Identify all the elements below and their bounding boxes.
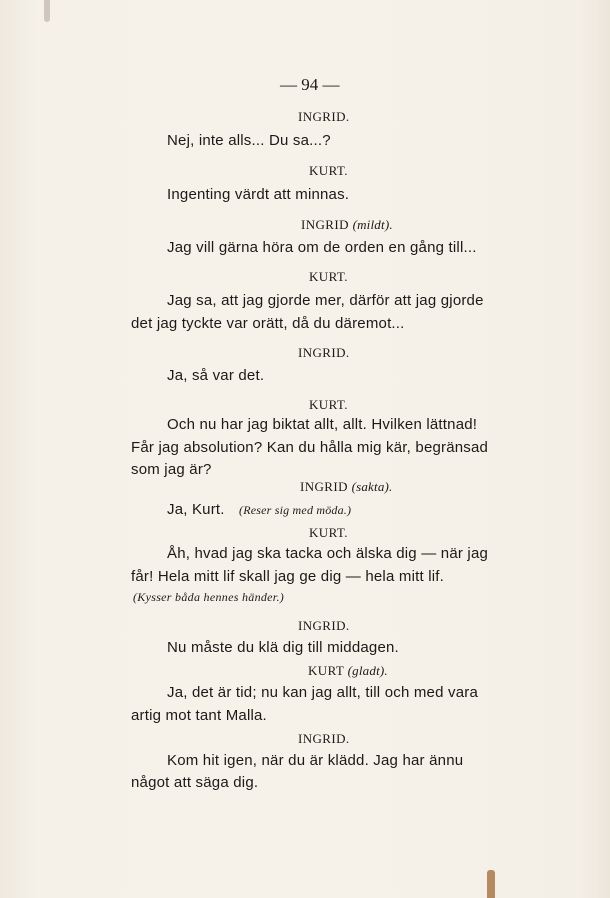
dialogue-line: Ja, det är tid; nu kan jag allt, till och med vara [167, 684, 478, 701]
speaker-kurt: KURT. [309, 163, 348, 178]
dialogue-line: Och nu har jag biktat allt, allt. Hvilken lättnad! [167, 416, 478, 433]
dialogue-line: Kom hit igen, när du är klädd. Jag har ännu [167, 752, 464, 769]
speaker-ingrid: INGRID. [298, 345, 350, 360]
dialogue-line: Ja, så var det. [167, 367, 265, 384]
speaker-ingrid: INGRID. [298, 618, 350, 633]
dialogue-line: artig mot tant Malla. [131, 707, 267, 724]
dialogue-line: Åh, hvad jag ska tacka och älska dig — när jag [167, 545, 489, 562]
speaker-name: INGRID [301, 217, 349, 232]
speaker-kurt: KURT. [309, 525, 348, 540]
stage-direction: (gladt). [347, 663, 388, 678]
stage-direction: (sakta). [351, 479, 393, 494]
dialogue-line: Nu måste du klä dig till middagen. [167, 639, 399, 656]
dialogue-line: Får jag absolution? Kan du hålla mig kär, begränsad [131, 439, 489, 456]
page-tab-top [44, 0, 50, 22]
speaker-name: INGRID [300, 479, 348, 494]
speaker-kurt: KURT. [309, 397, 348, 412]
speaker-ingrid: INGRID. [298, 731, 350, 746]
stage-direction: (mildt). [352, 217, 393, 232]
speaker-kurt [308, 664, 388, 677]
dialogue-text: Ja, Kurt. [167, 501, 225, 518]
page-number: — 94 — [280, 75, 340, 94]
speaker-ingrid [301, 218, 393, 231]
stage-direction: (Kysser båda hennes händer.) [133, 590, 285, 604]
dialogue-line: Jag vill gärna höra om de orden en gång till... [167, 239, 477, 256]
dialogue-line: det jag tyckte var orätt, då du däremot... [131, 315, 405, 332]
speaker-kurt: KURT. [309, 269, 348, 284]
bookmark-tab [487, 870, 495, 898]
dialogue-line: Ingenting värdt att minnas. [167, 186, 350, 203]
speaker-ingrid [300, 480, 393, 493]
dialogue-line: Nej, inte alls... Du sa...? [167, 132, 331, 149]
dialogue-line: får! Hela mitt lif skall jag ge dig — hela mitt lif. [131, 568, 445, 585]
speaker-ingrid: INGRID. [298, 109, 350, 124]
dialogue-line [167, 502, 351, 517]
dialogue-line: något att säga dig. [131, 774, 259, 791]
speaker-name: KURT [308, 663, 344, 678]
stage-direction: (Reser sig med möda.) [239, 503, 352, 517]
dialogue-line: som jag är? [131, 461, 212, 478]
dialogue-line: Jag sa, att jag gjorde mer, därför att jag gjorde [167, 292, 484, 309]
